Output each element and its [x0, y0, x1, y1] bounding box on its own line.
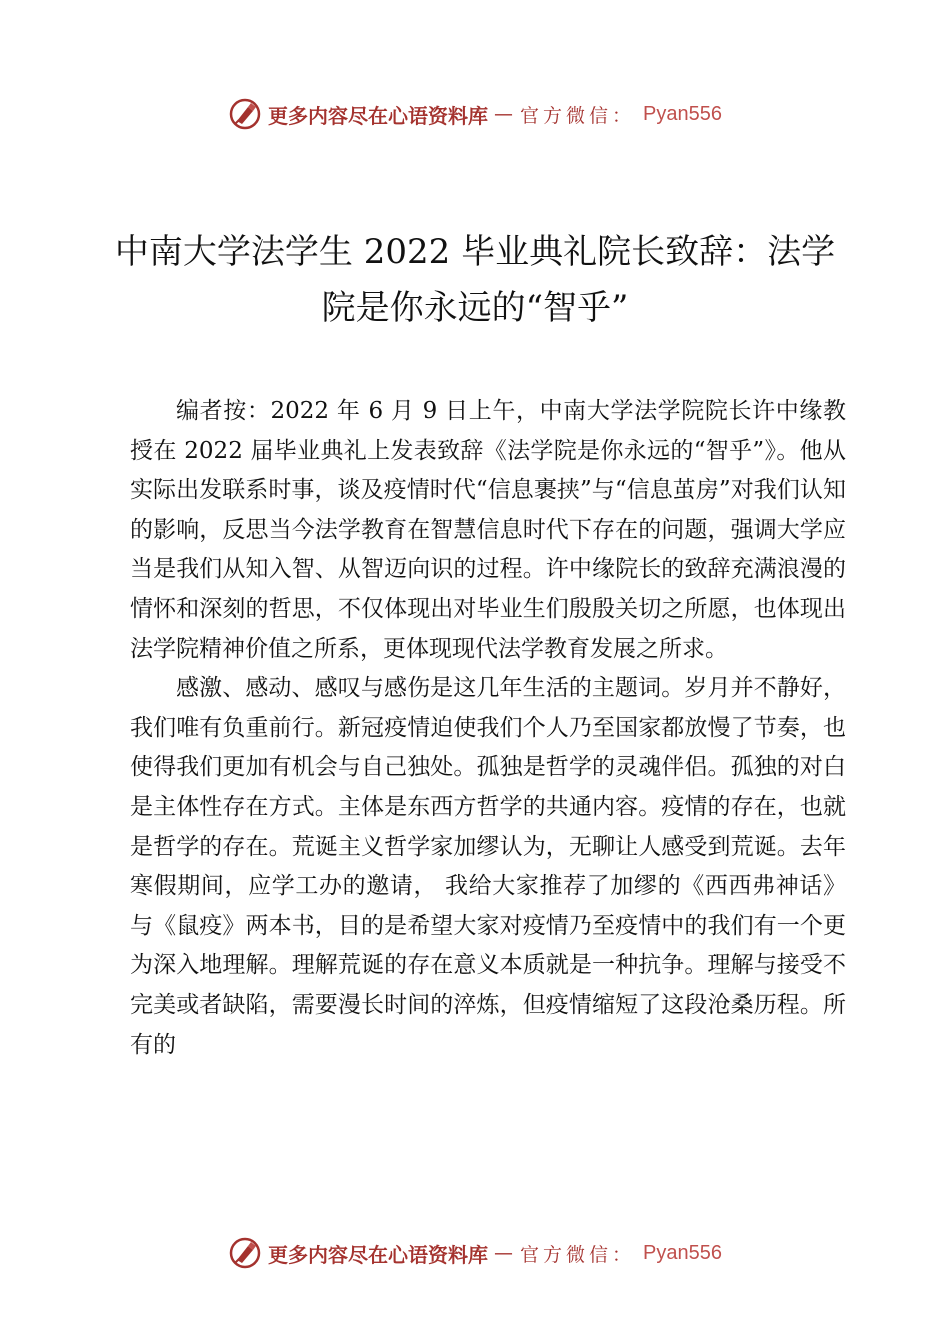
banner-main-text: 更多内容尽在心语资料库 — [268, 1242, 488, 1267]
banner-separator: — — [494, 1242, 514, 1264]
pen-nib-logo-icon — [228, 97, 262, 131]
banner-wechat-id: Pyan556 — [643, 1241, 722, 1264]
banner-wechat-label: 官方微信： — [520, 1243, 636, 1266]
body-paragraph: 感激、感动、感叹与感伤是这几年生活的主题词。岁月并不静好，我们唯有负重前行。新冠疫情迫使我们个人乃至国家都放慢了节奏，也使得我们更加有机会与自己独处。孤独是哲学的灵魂伴侣。孤独的对白是主体性存在方式。主体是东西方哲学的共通内容。疫情的存在，也就是哲学的存在。荒诞主义哲学家加缪认为，无聊让人感受到荒诞。去年寒假期间，应学工办的邀请， 我给大家推荐了加缪的《西西弗神话》与《鼠疫》两本书，目的是希望大家对疫情乃至疫情中的我们有一个更为深入地理解。理解荒诞的存在意义本质就是一种抗争。理解与接受不完美或者缺陷，需要漫长时间的淬炼，但疫情缩短了这段沧桑历程。所有的 — [130, 675, 846, 1058]
editor-note-paragraph: 编者按：2022 年 6 月 9 日上午，中南大学法学院院长许中缘教授在 2022 届毕业典礼上发表致辞《法学院是你永远的“智乎”》。他从实际出发联系时事，谈及疫情时代“信息裹挟”与“信息茧房”对我们认知的影响，反思当今法学教育在智慧信息时代下存在的问题，强调大学应当是我们从知入智、从智迈向识的过程。许中缘院长的致辞充满浪漫的情怀和深刻的哲思，不仅体现出对毕业生们殷殷关切之所愿，也体现出法学院精神价值之所系，更体现现代法学教育发展之所求。 — [130, 398, 846, 662]
banner-main-text: 更多内容尽在心语资料库 — [268, 103, 488, 128]
banner-separator: — — [494, 103, 514, 125]
header-banner-inner — [228, 97, 722, 131]
header-banner — [0, 94, 950, 134]
pen-nib-logo-icon — [228, 1236, 262, 1270]
document-title: 中南大学法学生 2022 毕业典礼院长致辞：法学院是你永远的“智乎” — [114, 232, 836, 328]
footer-banner-inner — [228, 1236, 722, 1270]
banner-wechat-label: 官方微信： — [520, 104, 636, 127]
banner-wechat-id: Pyan556 — [643, 102, 722, 125]
document-body — [130, 392, 846, 1065]
footer-banner — [0, 1233, 950, 1273]
